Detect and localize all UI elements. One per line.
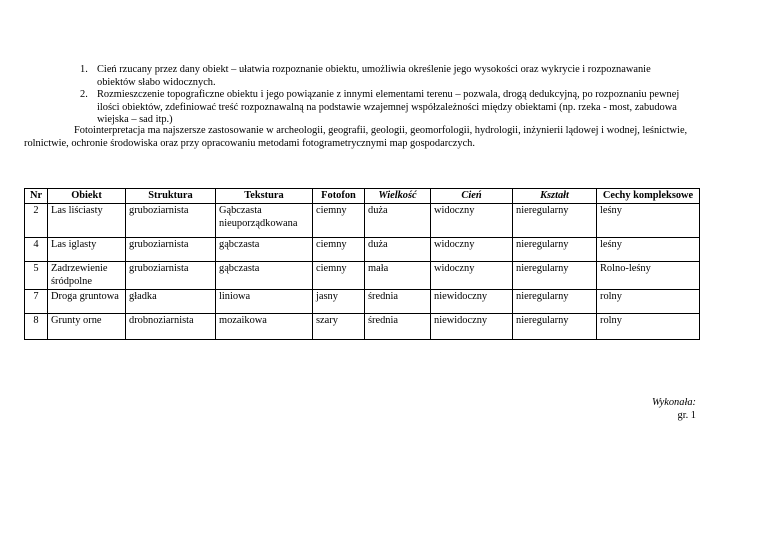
table-row bbox=[25, 238, 700, 262]
header-ksztalt: Kształt bbox=[513, 189, 597, 204]
header-struktura: Struktura bbox=[126, 189, 216, 204]
cell-struktura: gruboziarnista bbox=[126, 262, 216, 290]
body-paragraph: Fotointerpretacja ma najszersze zastosowanie w archeologii, geografii, geologii, geomorfologii, hydrologii, inżynierii lądowej i wodnej, leśnictwie, rolnictwie, ochronie środowiska oraz przy opracowaniu metodami fotogrametrycznymi map gospodarczych. bbox=[24, 125, 688, 149]
list-number: 1. bbox=[80, 64, 88, 75]
cell-cien: widoczny bbox=[431, 204, 513, 238]
cell-wielkosc: duża bbox=[365, 204, 431, 238]
header-wielkosc: Wielkość bbox=[365, 189, 431, 204]
signature-label: Wykonała: bbox=[651, 397, 696, 408]
cell-fotofon: jasny bbox=[313, 290, 365, 314]
cell-nr: 4 bbox=[25, 238, 48, 262]
table-row bbox=[25, 262, 700, 290]
cell-cechy: leśny bbox=[597, 204, 700, 238]
list-item-text: Rozmieszczenie topograficzne obiektu i jego powiązanie z innymi elementami terenu – pozwala, drogą dedukcyjną, po rozpoznaniu pewnej ilości obiektów, zdefiniować treść rozpoznawalną na podstawie wzajemnej współzależności między obiektami (np. rzeka - most, zabudowa wiejska – sad itp.) bbox=[97, 89, 680, 126]
cell-obiekt: Grunty orne bbox=[48, 314, 126, 340]
cell-nr: 7 bbox=[25, 290, 48, 314]
cell-wielkosc: średnia bbox=[365, 290, 431, 314]
table-header-row bbox=[25, 189, 700, 204]
list-item-text: Cień rzucany przez dany obiekt – ułatwia rozpoznanie obiektu, umożliwia określenie jego wysokości oraz wykrycie i rozpoznawanie obiektów słabo widocznych. bbox=[97, 64, 651, 88]
object-table bbox=[24, 188, 700, 340]
cell-cien: widoczny bbox=[431, 262, 513, 290]
cell-cien: niewidoczny bbox=[431, 314, 513, 340]
header-fotofon: Fotofon bbox=[313, 189, 365, 204]
cell-obiekt: Zadrzewienie śródpolne bbox=[48, 262, 126, 290]
cell-tekstura: gąbczasta bbox=[216, 238, 313, 262]
cell-nr: 5 bbox=[25, 262, 48, 290]
cell-cien: widoczny bbox=[431, 238, 513, 262]
cell-tekstura: Gąbczasta nieuporządkowana bbox=[216, 204, 313, 238]
numbered-list bbox=[80, 64, 690, 127]
cell-fotofon: ciemny bbox=[313, 262, 365, 290]
header-obiekt: Obiekt bbox=[48, 189, 126, 204]
cell-cechy: leśny bbox=[597, 238, 700, 262]
cell-obiekt: Droga gruntowa bbox=[48, 290, 126, 314]
cell-ksztalt: nieregularny bbox=[513, 204, 597, 238]
cell-tekstura: mozaikowa bbox=[216, 314, 313, 340]
list-item bbox=[80, 89, 690, 127]
cell-fotofon: ciemny bbox=[313, 204, 365, 238]
cell-tekstura: gąbczasta bbox=[216, 262, 313, 290]
header-cechy: Cechy kompleksowe bbox=[597, 189, 700, 204]
header-nr: Nr bbox=[25, 189, 48, 204]
cell-cechy: rolny bbox=[597, 290, 700, 314]
cell-obiekt: Las liściasty bbox=[48, 204, 126, 238]
cell-ksztalt: nieregularny bbox=[513, 314, 597, 340]
cell-cien: niewidoczny bbox=[431, 290, 513, 314]
table-row bbox=[25, 204, 700, 238]
cell-struktura: gruboziarnista bbox=[126, 238, 216, 262]
table-row bbox=[25, 314, 700, 340]
cell-struktura: drobnoziarnista bbox=[126, 314, 216, 340]
list-item bbox=[80, 64, 690, 89]
cell-cechy: rolny bbox=[597, 314, 700, 340]
cell-obiekt: Las iglasty bbox=[48, 238, 126, 262]
signature-group: gr. 1 bbox=[677, 410, 696, 421]
cell-cechy: Rolno-leśny bbox=[597, 262, 700, 290]
cell-tekstura: liniowa bbox=[216, 290, 313, 314]
cell-ksztalt: nieregularny bbox=[513, 290, 597, 314]
cell-wielkosc: średnia bbox=[365, 314, 431, 340]
cell-wielkosc: mała bbox=[365, 262, 431, 290]
cell-fotofon: ciemny bbox=[313, 238, 365, 262]
cell-struktura: gładka bbox=[126, 290, 216, 314]
cell-struktura: gruboziarnista bbox=[126, 204, 216, 238]
cell-ksztalt: nieregularny bbox=[513, 262, 597, 290]
signature-block bbox=[652, 396, 696, 422]
cell-nr: 2 bbox=[25, 204, 48, 238]
cell-wielkosc: duża bbox=[365, 238, 431, 262]
header-tekstura: Tekstura bbox=[216, 189, 313, 204]
cell-ksztalt: nieregularny bbox=[513, 238, 597, 262]
header-cien: Cień bbox=[431, 189, 513, 204]
cell-fotofon: szary bbox=[313, 314, 365, 340]
list-number: 2. bbox=[80, 89, 88, 101]
cell-nr: 8 bbox=[25, 314, 48, 340]
table-row bbox=[25, 290, 700, 314]
